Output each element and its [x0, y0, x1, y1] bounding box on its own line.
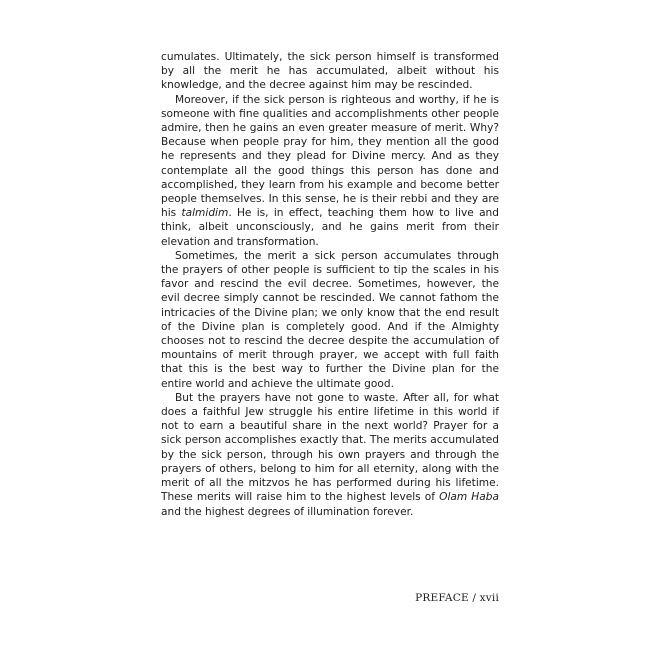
italic-term-olam-haba: Olam Haba [439, 491, 499, 504]
italic-term-talmidim: talmidim [181, 207, 229, 220]
paragraph-2-text-b: . He is, in effect, teaching them how to live and think, albeit unconsciously, and he gains merit from their elevation and transformation. [161, 207, 499, 248]
paragraph-2 [161, 93, 499, 249]
paragraph-4-text-a: But the prayers have not gone to waste. After all, for what does a faithful Jew struggle his entire lifetime in this world if not to earn a beautiful share in the next world? Prayer for a sick person accomplishes exactly that. The merits accumulated by the sick person, through his own prayers and through the prayers of others, belong to him for all eternity, along with the merit of all the mitzvos he has performed during his lifetime. These merits will raise him to the highest levels of [161, 391, 499, 504]
paragraph-4-text-b: and the highest degrees of illumination forever. [161, 505, 414, 518]
paragraph-1-text: cumulates. Ultimately, the sick person himself is transformed by all the merit he has accumulated, albeit without his knowledge, and the decree against him may be rescinded. [161, 51, 499, 92]
running-footer-folio: PREFACE / xvii [415, 592, 499, 604]
paragraph-4 [161, 391, 499, 519]
paragraph-3 [161, 249, 499, 391]
paragraph-1 [161, 50, 499, 93]
paragraph-3-text: Sometimes, the merit a sick person accumulates through the prayers of other people is sufficient to tip the scales in his favor and rescind the evil decree. Sometimes, however, the evil decree simply cannot be rescinded. We cannot fathom the intricacies of the Divine plan; we only know that the end result of the Divine plan is completely good. And if the Almighty chooses not to rescind the decree despite the accumulation of mountains of merit through prayer, we accept with full faith that this is the best way to further the Divine plan for the entire world and achieve the ultimate good. [161, 249, 499, 390]
paragraph-2-text-a: Moreover, if the sick person is righteous and worthy, if he is someone with fine qualities and accomplishments other people admire, then he gains an even greater measure of merit. Why? Because when people pray for him, they mention all the good he represents and they plead for Divine mercy. And as they contemplate all the good things this person has done and accomplished, they learn from his example and become better people themselves. In this sense, he is their rebbi and they are his [161, 93, 499, 220]
body-text [161, 50, 499, 519]
